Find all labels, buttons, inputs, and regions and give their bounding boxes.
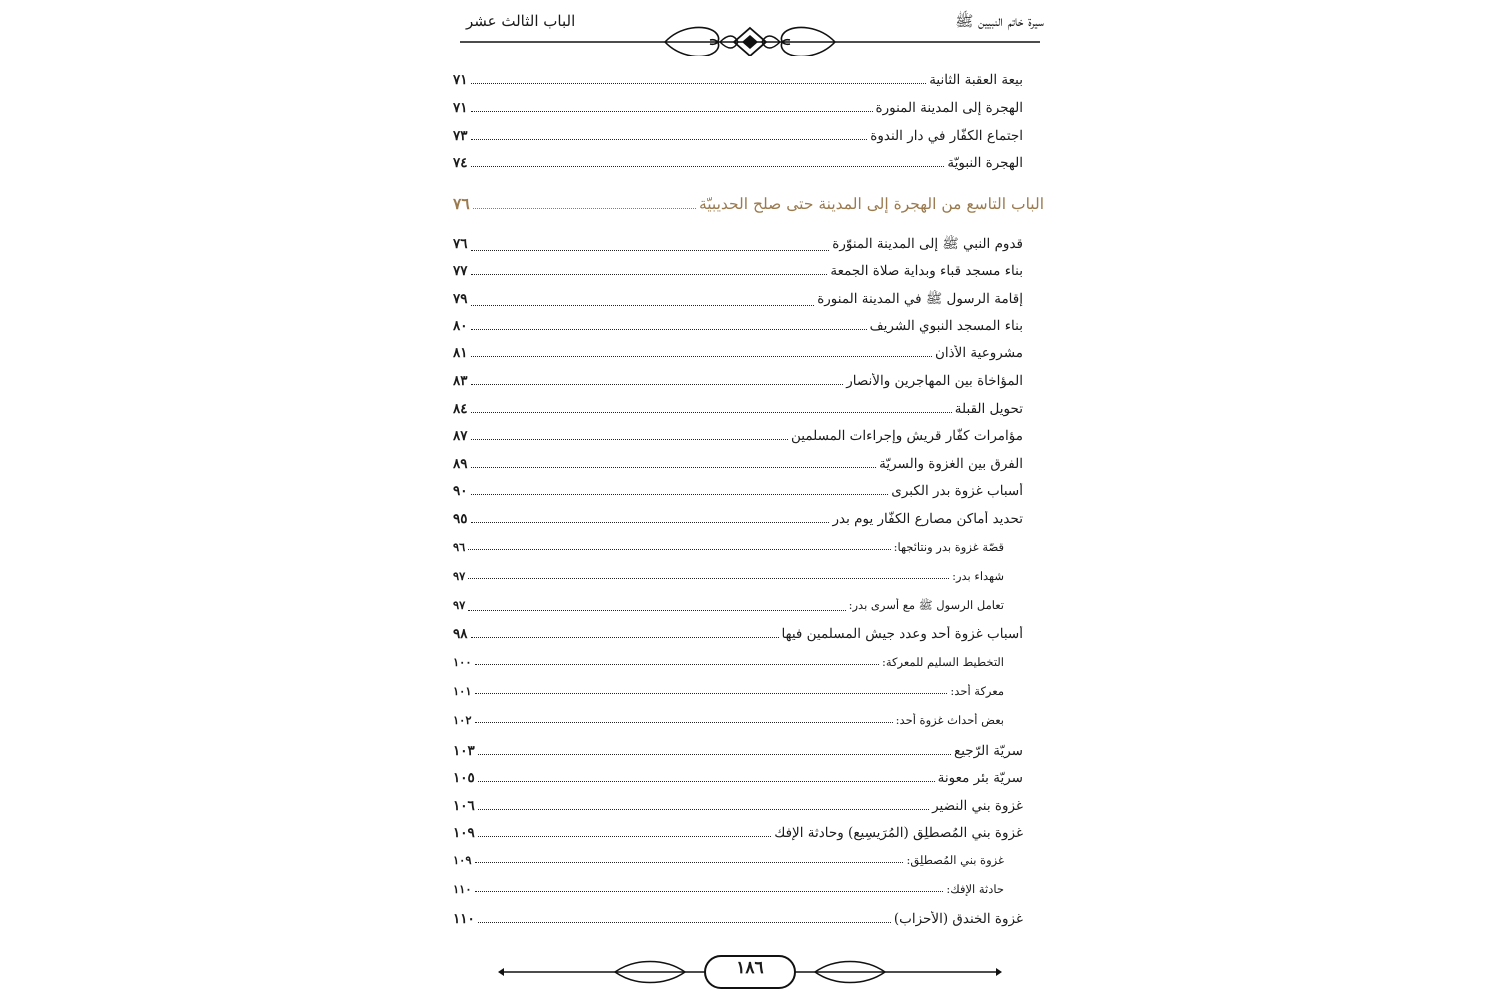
toc-entry-title: بعض أحداث غزوة أحد: <box>895 713 1004 727</box>
toc-entry-title: قصّة غزوة بدر ونتائجها: <box>893 540 1004 554</box>
toc-entry-page: ٩٨ <box>453 626 468 642</box>
toc-entry-title: بناء مسجد قباء وبداية صلاة الجمعة <box>830 263 1023 279</box>
toc-entry-page: ٩٧ <box>453 569 466 583</box>
toc-entry-title: غزوة الخندق (الأحزاب) <box>893 911 1023 927</box>
toc-subentry[interactable] <box>453 540 1004 554</box>
leader-dots <box>475 891 944 892</box>
toc-entry-title: قدوم النبي ﷺ إلى المدينة المنوّرة <box>832 236 1023 252</box>
leader-dots <box>471 412 952 413</box>
toc-entry-page: ١٠٣ <box>453 743 475 759</box>
toc-entry-title: تحويل القبلة <box>954 401 1023 417</box>
toc-entry-title: بيعة العقبة الثانية <box>929 72 1023 88</box>
leader-dots <box>478 836 771 837</box>
toc-entry[interactable] <box>453 263 1023 279</box>
toc-entry-title: حادثة الإفك: <box>946 882 1004 896</box>
toc-entry-page: ٨١ <box>453 345 468 361</box>
toc-entry[interactable] <box>453 72 1023 88</box>
toc-entry-page: ٧٤ <box>453 155 468 171</box>
toc-entry-title: الهجرة النبويّة <box>947 155 1023 171</box>
toc-entry-page: ١٠١ <box>453 684 472 698</box>
page-header <box>450 6 1050 56</box>
toc-subentry[interactable] <box>453 684 1004 698</box>
toc-entry[interactable] <box>453 626 1023 642</box>
toc-entry-page: ٨٤ <box>453 401 468 417</box>
toc-entry-page: ٧١ <box>453 72 468 88</box>
toc-entry-title: الهجرة إلى المدينة المنورة <box>875 100 1023 116</box>
toc-entry-page: ٨٠ <box>453 318 468 334</box>
toc-entry-title: سريّة الرّجيع <box>954 743 1023 759</box>
toc-entry[interactable] <box>453 128 1023 144</box>
toc-entry[interactable] <box>453 511 1023 527</box>
leader-dots <box>471 274 828 275</box>
toc-entry-page: ٧٦ <box>453 236 468 252</box>
toc-entry[interactable] <box>453 456 1023 472</box>
chapter-heading-title: الباب التاسع من الهجرة إلى المدينة حتى صلح الحديبيّة <box>698 195 1044 213</box>
leader-dots <box>471 637 779 638</box>
toc-entry[interactable] <box>453 235 1023 255</box>
leader-dots <box>468 610 845 611</box>
leader-dots <box>471 305 815 306</box>
leader-dots <box>471 139 868 140</box>
leader-dots <box>471 439 789 440</box>
toc-chapter-heading[interactable] <box>453 194 1044 213</box>
leader-dots <box>471 522 830 523</box>
leader-dots <box>478 922 891 923</box>
toc-entry-title: معركة أحد: <box>950 684 1004 698</box>
chapter-label: الباب الثالث عشر <box>466 12 576 30</box>
toc-entry-page: ١٠٩ <box>453 853 472 867</box>
toc-entry[interactable] <box>453 401 1023 417</box>
toc-entry-title: بناء المسجد النبوي الشريف <box>869 318 1023 334</box>
toc-entry-page: ١٠٢ <box>453 713 472 727</box>
toc-entry[interactable] <box>453 345 1023 361</box>
toc-entry[interactable] <box>453 428 1023 444</box>
toc-entry[interactable] <box>453 373 1023 389</box>
toc-entry-page: ٩٧ <box>453 598 466 612</box>
leader-dots <box>478 781 935 782</box>
toc-subentry[interactable] <box>453 598 1004 615</box>
toc-entry-page: ١١٠ <box>453 882 472 896</box>
toc-entry-title: شهداء بدر: <box>952 569 1004 583</box>
leader-dots <box>478 809 929 810</box>
toc-subentry[interactable] <box>453 655 1004 669</box>
toc-entry-page: ٩٥ <box>453 511 468 527</box>
toc-entry-page: ١٠٥ <box>453 770 475 786</box>
book-title: سيرة خاتم النبيين ﷺ <box>955 12 1044 30</box>
toc-entry-title: أسباب غزوة أحد وعدد جيش المسلمين فيها <box>781 626 1023 642</box>
toc-entry-page: ٧٣ <box>453 128 468 144</box>
page-footer <box>450 950 1050 995</box>
toc-entry-title: مشروعية الأذان <box>934 345 1023 361</box>
toc-entry-title: غزوة بني النضير <box>932 798 1023 814</box>
toc-entry[interactable] <box>453 798 1023 814</box>
leader-dots <box>471 250 830 251</box>
toc-entry-title: غزوة بني المُصطلِق (المُرَيسِيع) وحادثة الإفك <box>774 825 1023 841</box>
leader-dots <box>471 384 844 385</box>
toc-entry-title: أسباب غزوة بدر الكبرى <box>891 483 1023 499</box>
toc-subentry[interactable] <box>453 882 1004 896</box>
toc-entry-page: ٩٠ <box>453 483 468 499</box>
toc-entry[interactable] <box>453 318 1023 334</box>
toc-entry-page: ٩٦ <box>453 540 466 554</box>
leader-dots <box>471 83 927 84</box>
page-number: ١٨٦ <box>736 958 764 978</box>
toc-entry-title: التخطيط السليم للمعركة: <box>882 655 1004 669</box>
toc-entry-page: ٧٩ <box>453 291 468 307</box>
toc-entry[interactable] <box>453 483 1023 499</box>
leader-dots <box>475 693 948 694</box>
leader-dots <box>471 111 873 112</box>
toc-entry[interactable] <box>453 743 1023 759</box>
toc-entry-title: إقامة الرسول ﷺ في المدينة المنورة <box>817 291 1023 307</box>
toc-entry[interactable] <box>453 825 1023 841</box>
toc-entry-title: مؤامرات كفّار قريش وإجراءات المسلمين <box>791 428 1023 444</box>
chapter-heading-page: ٧٦ <box>453 194 470 213</box>
toc-entry-page: ٨٩ <box>453 456 468 472</box>
toc-entry[interactable] <box>453 155 1023 171</box>
toc-entry-title: اجتماع الكفّار في دار الندوة <box>870 128 1023 144</box>
toc-entry-page: ١٠٠ <box>453 655 472 669</box>
book-page <box>450 0 1050 1000</box>
toc-entry[interactable] <box>453 290 1023 310</box>
leader-dots <box>471 329 867 330</box>
leader-dots <box>468 578 949 579</box>
toc-entry[interactable] <box>453 770 1023 786</box>
leader-dots <box>478 754 951 755</box>
toc-entry-page: ٨٣ <box>453 373 468 389</box>
leader-dots <box>471 166 945 167</box>
toc-entry-title: تحديد أماكن مصارع الكفّار يوم بدر <box>832 511 1023 527</box>
leader-dots <box>468 549 890 550</box>
toc-subentry[interactable] <box>453 569 1004 583</box>
toc-entry-title: تعامل الرسول ﷺ مع أسرى بدر: <box>848 598 1004 612</box>
toc-entry-page: ٧١ <box>453 100 468 116</box>
toc-entry-title: المؤاخاة بين المهاجرين والأنصار <box>846 373 1023 389</box>
toc-entry-page: ١٠٦ <box>453 798 475 814</box>
toc-entry-title: سريّة بئر معونة <box>937 770 1023 786</box>
leader-dots <box>471 494 889 495</box>
toc-entry-title: غزوة بني المُصطلِق: <box>906 853 1004 867</box>
toc-entry[interactable] <box>453 100 1023 116</box>
leader-dots <box>471 356 932 357</box>
leader-dots <box>473 208 696 209</box>
toc-entry-page: ١٠٩ <box>453 825 475 841</box>
toc-entry-page: ١١٠ <box>453 911 475 927</box>
leader-dots <box>475 722 893 723</box>
toc-entry-page: ٧٧ <box>453 263 468 279</box>
toc-entry[interactable] <box>453 911 1023 927</box>
leader-dots <box>475 664 879 665</box>
leader-dots <box>471 467 877 468</box>
toc-entry-title: الفرق بين الغزوة والسريّة <box>879 456 1023 472</box>
toc-entry-page: ٨٧ <box>453 428 468 444</box>
leader-dots <box>475 862 904 863</box>
toc-subentry[interactable] <box>453 853 1004 867</box>
toc-subentry[interactable] <box>453 713 1004 727</box>
